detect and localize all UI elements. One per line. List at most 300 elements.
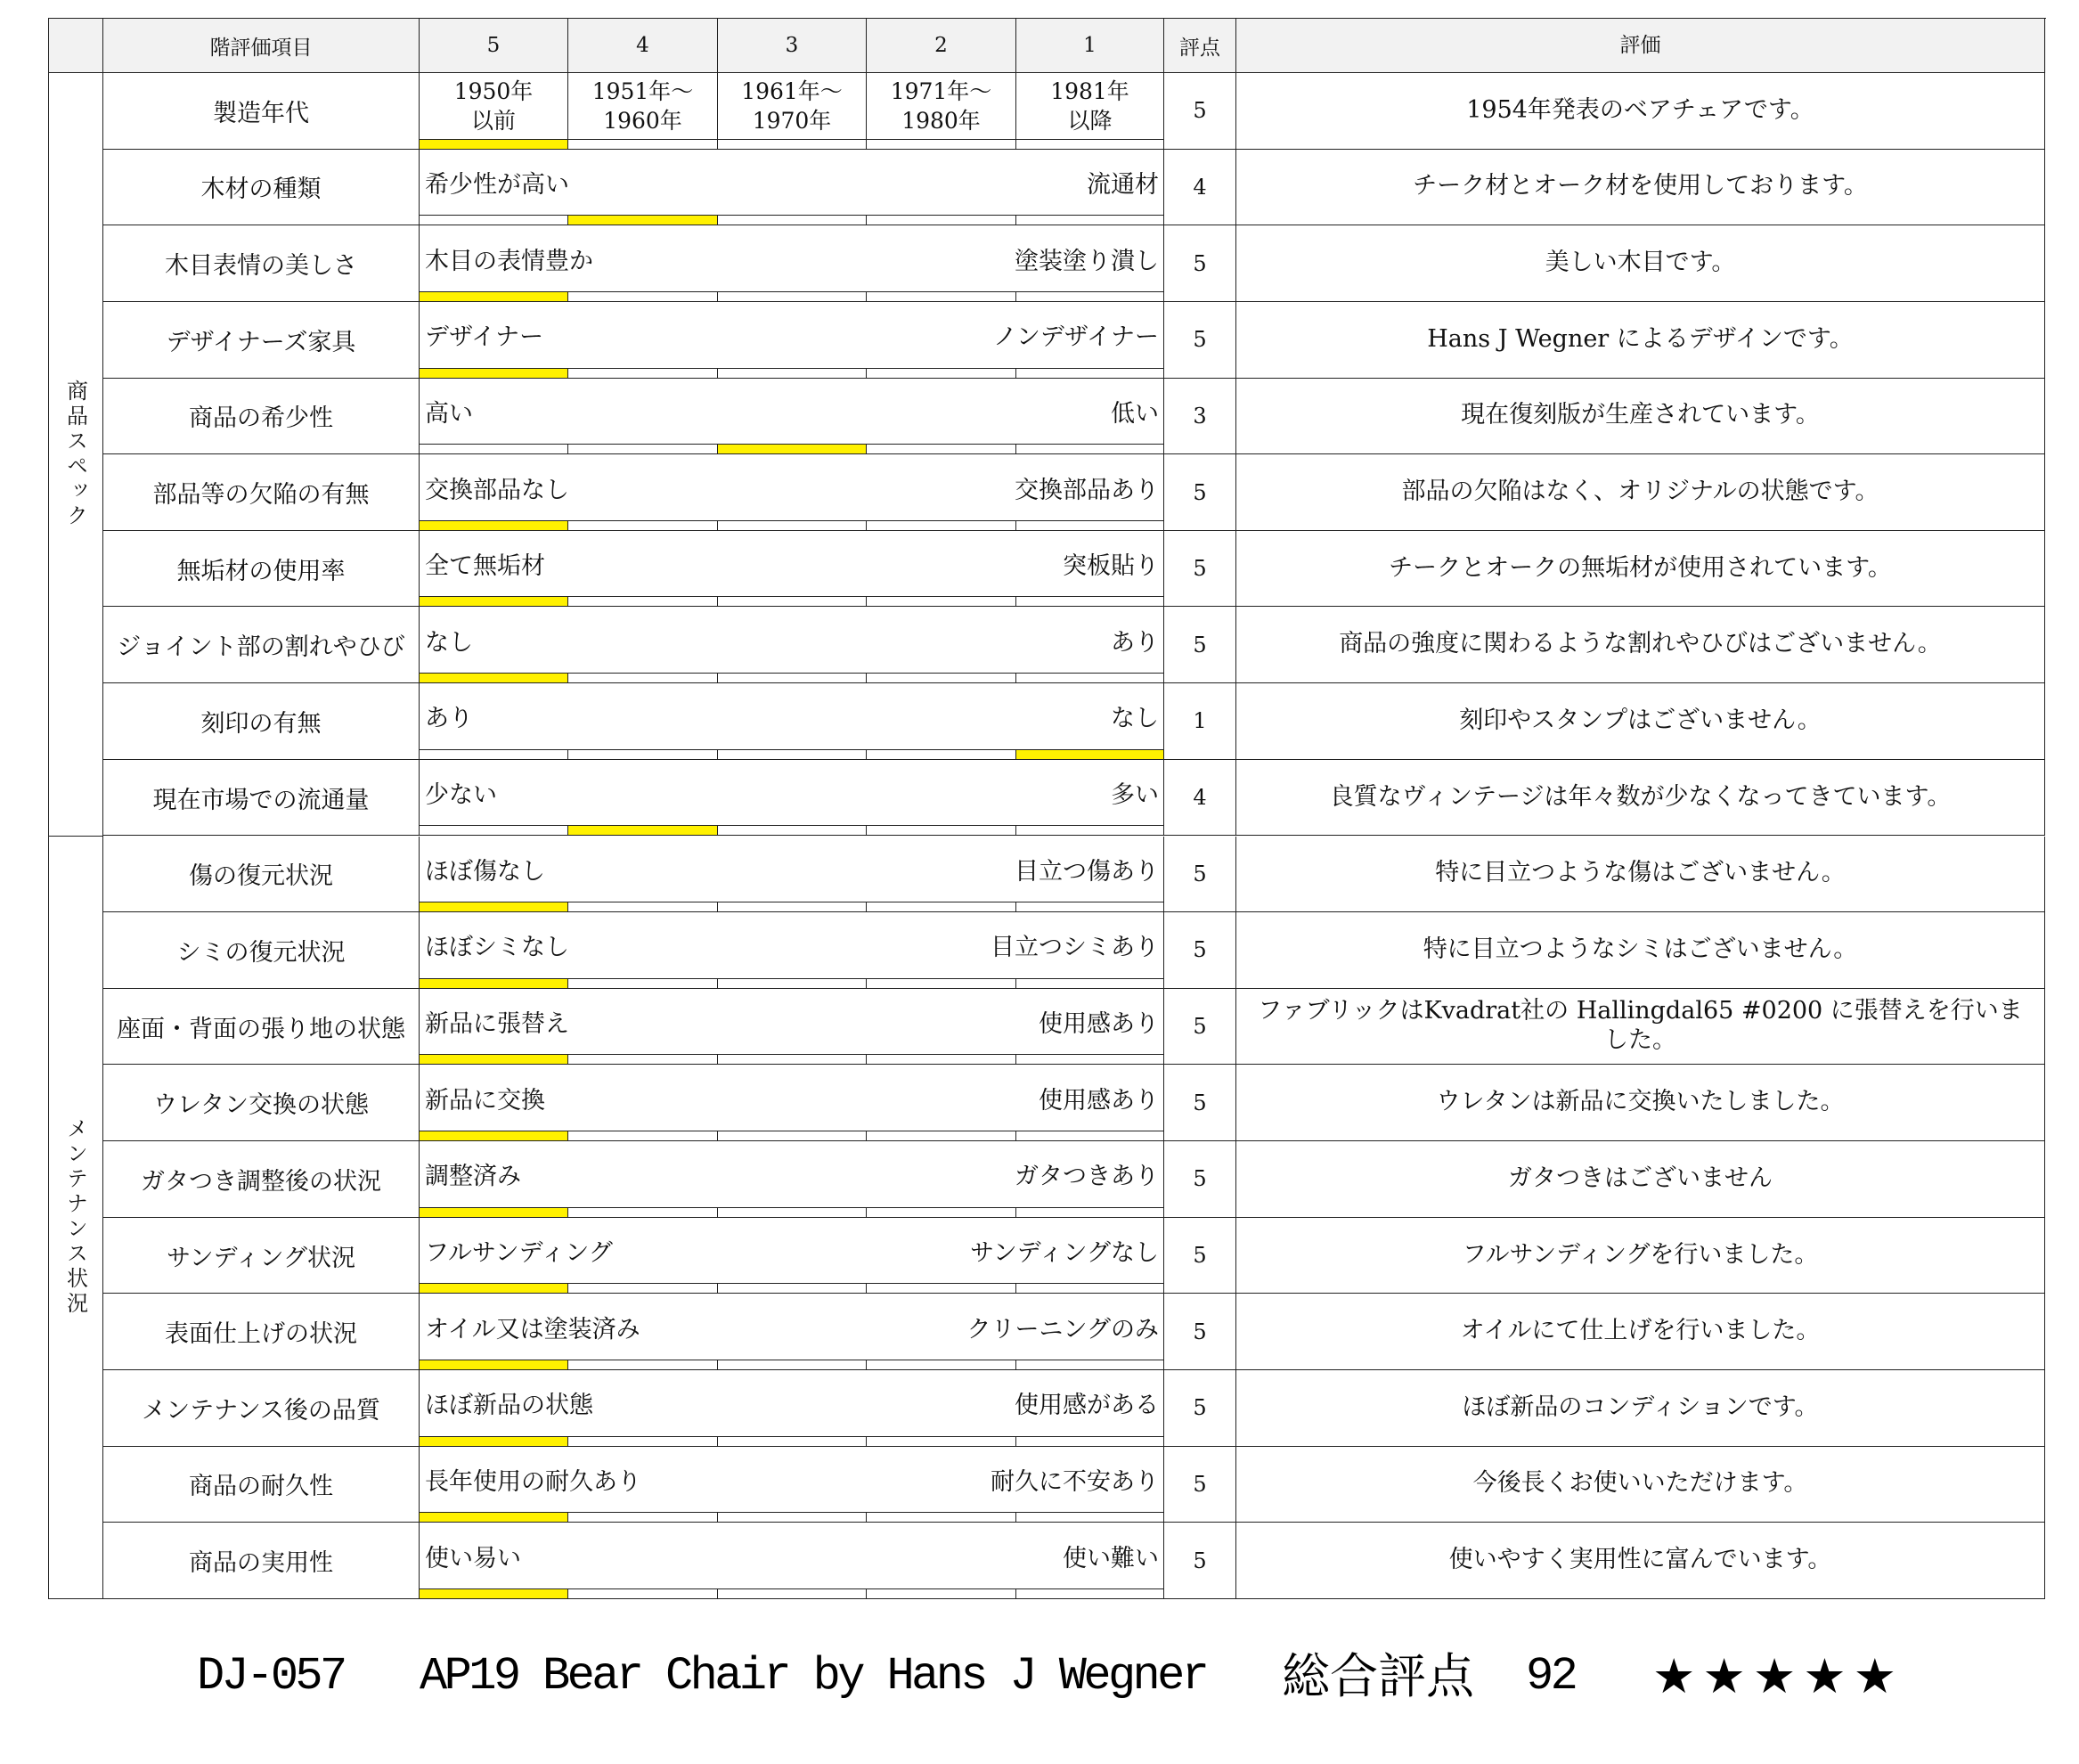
- rating-strip: [420, 596, 1163, 606]
- rating-strip: [420, 1131, 1163, 1140]
- scale-level-label: 1961年～ 1970年: [741, 78, 843, 134]
- rating-strip: [420, 1207, 1163, 1217]
- scale-worst-label: なし: [1111, 705, 1159, 733]
- scale-worst-label: 使用感あり: [1039, 1010, 1159, 1039]
- rating-segment: [1016, 1513, 1163, 1522]
- scale-best-label: 木目の表情豊か: [425, 247, 593, 275]
- rating-segment-filled: [568, 826, 718, 835]
- rating-scale: [420, 912, 1164, 989]
- rating-segment: [568, 597, 718, 606]
- rating-segment: [718, 1589, 867, 1598]
- rating-segment: [420, 826, 568, 835]
- comment-text: ガタつきはございません: [1236, 1141, 2045, 1218]
- evaluation-table: [48, 18, 2046, 1599]
- score-value: 5: [1164, 1065, 1236, 1141]
- rating-segment: [718, 216, 867, 225]
- scale-worst-label: ガタつきあり: [1015, 1163, 1159, 1191]
- rating-scale: [420, 1065, 1164, 1141]
- rating-segment: [867, 445, 1016, 453]
- table-row: [103, 379, 2045, 455]
- item-name: 商品の実用性: [103, 1523, 420, 1599]
- rating-scale: [420, 837, 1164, 913]
- comment-text: 商品の強度に関わるような割れやひびはございません。: [1236, 607, 2045, 683]
- rating-segment: [568, 1208, 718, 1217]
- score-value: 5: [1164, 912, 1236, 989]
- item-name: 商品の耐久性: [103, 1447, 420, 1523]
- scale-worst-label: 使用感がある: [1015, 1392, 1159, 1420]
- rating-scale: [420, 225, 1164, 302]
- rating-segment: [867, 979, 1016, 988]
- table-row: [103, 837, 2045, 913]
- score-value: 5: [1164, 225, 1236, 302]
- table-row: [103, 225, 2045, 302]
- comment-text: 刻印やスタンプはございません。: [1236, 683, 2045, 760]
- rating-segment: [1016, 902, 1163, 911]
- item-name: 商品の希少性: [103, 379, 420, 455]
- item-name: 傷の復元状況: [103, 837, 420, 913]
- rating-scale: [420, 73, 1164, 150]
- scale-worst-label: 使い難い: [1063, 1544, 1159, 1572]
- rating-scale: [420, 302, 1164, 379]
- item-name: 製造年代: [103, 73, 420, 150]
- scale-level-label: 1971年～ 1980年: [890, 78, 992, 134]
- rating-segment: [718, 369, 867, 378]
- comment-text: ウレタンは新品に交換いたしました。: [1236, 1065, 2045, 1141]
- rating-segment: [1016, 216, 1163, 225]
- rating-segment: [718, 292, 867, 301]
- score-value: 5: [1164, 1218, 1236, 1294]
- rating-scale: [420, 454, 1164, 531]
- item-name: 刻印の有無: [103, 683, 420, 760]
- scale-best-label: 調整済み: [425, 1163, 521, 1191]
- header-level-label: 5: [420, 19, 568, 73]
- scale-labels: [420, 150, 1163, 216]
- score-value: 5: [1164, 1370, 1236, 1447]
- rating-strip: [420, 368, 1163, 378]
- rating-scale: [420, 1294, 1164, 1370]
- rating-segment-filled: [420, 1360, 568, 1369]
- scale-level-columns: [420, 73, 1163, 149]
- comment-text: チーク材とオーク材を使用しております。: [1236, 150, 2045, 226]
- rating-segment: [1016, 521, 1163, 530]
- scale-best-label: ほぼ新品の状態: [425, 1392, 593, 1420]
- rating-segment: [718, 750, 867, 759]
- rating-scale: [420, 989, 1164, 1066]
- rating-segment: [867, 292, 1016, 301]
- scale-best-label: デザイナー: [425, 323, 544, 352]
- score-value: 5: [1164, 989, 1236, 1066]
- table-row: [103, 454, 2045, 531]
- rating-segment: [1016, 140, 1163, 149]
- rating-segment-filled: [420, 1208, 568, 1217]
- scale-best-label: なし: [425, 628, 473, 657]
- category-group: [49, 73, 2046, 837]
- table-row: [103, 1447, 2045, 1523]
- rating-segment-filled: [420, 674, 568, 682]
- rating-segment: [718, 979, 867, 988]
- rating-segment: [867, 1589, 1016, 1598]
- category-label: メンテナンス状況: [62, 1117, 88, 1318]
- rating-segment: [867, 597, 1016, 606]
- scale-worst-label: 目立つ傷あり: [1015, 857, 1159, 886]
- table-row: [103, 302, 2045, 379]
- table-row: [103, 150, 2045, 226]
- rating-segment-filled: [420, 1131, 568, 1140]
- rating-segment: [867, 1513, 1016, 1522]
- comment-text: 使いやすく実用性に富んでいます。: [1236, 1523, 2045, 1599]
- category-rows: [103, 73, 2045, 837]
- item-name: デザイナーズ家具: [103, 302, 420, 379]
- scale-worst-label: 交換部品あり: [1015, 476, 1159, 504]
- rating-strip: [420, 1512, 1163, 1522]
- scale-level-column: [420, 73, 568, 149]
- rating-segment: [867, 826, 1016, 835]
- rating-segment: [718, 1055, 867, 1064]
- category-cell: [49, 837, 103, 1600]
- score-value: 5: [1164, 837, 1236, 913]
- comment-text: ほぼ新品のコンディションです。: [1236, 1370, 2045, 1447]
- footer-product-name: AP19 Bear Chair by Hans J Wegner: [420, 1650, 1207, 1703]
- rating-segment: [867, 1284, 1016, 1293]
- scale-worst-label: 低い: [1111, 399, 1159, 428]
- rating-segment: [867, 1131, 1016, 1140]
- rating-segment: [867, 1360, 1016, 1369]
- rating-segment-filled: [1016, 750, 1163, 759]
- header-level-label: 2: [867, 19, 1016, 73]
- rating-segment-filled: [420, 140, 568, 149]
- table-row: [103, 1141, 2045, 1218]
- rating-segment: [568, 1589, 718, 1598]
- rating-segment-filled: [420, 1055, 568, 1064]
- rating-segment: [1016, 1437, 1163, 1446]
- rating-segment: [568, 1131, 718, 1140]
- score-value: 5: [1164, 531, 1236, 608]
- score-value: 5: [1164, 1294, 1236, 1370]
- scale-labels: [420, 607, 1163, 673]
- header-score-label: 評点: [1164, 19, 1236, 73]
- scale-labels: [420, 302, 1163, 368]
- footer-total-score: 92: [1526, 1650, 1576, 1703]
- rating-scale: [420, 1370, 1164, 1447]
- comment-text: 今後長くお使いいただけます。: [1236, 1447, 2045, 1523]
- rating-segment-filled: [420, 1589, 568, 1598]
- scale-worst-label: 流通材: [1087, 170, 1159, 199]
- rating-segment: [718, 1284, 867, 1293]
- scale-worst-label: 耐久に不安あり: [991, 1467, 1159, 1496]
- scale-worst-label: サンディングなし: [970, 1239, 1159, 1268]
- rating-strip: [420, 215, 1163, 225]
- footer-star-rating: ★★★★★: [1652, 1648, 1904, 1704]
- rating-strip: [420, 673, 1163, 682]
- comment-text: チークとオークの無垢材が使用されています。: [1236, 531, 2045, 608]
- rating-strip: [420, 825, 1163, 835]
- comment-text: フルサンディングを行いました。: [1236, 1218, 2045, 1294]
- table-row: [103, 912, 2045, 989]
- table-row: [103, 1370, 2045, 1447]
- rating-segment: [718, 1360, 867, 1369]
- rating-segment-filled: [718, 445, 867, 453]
- rating-strip: [420, 978, 1163, 988]
- rating-segment: [718, 597, 867, 606]
- footer-product-code: DJ-057: [197, 1650, 345, 1703]
- rating-segment: [718, 521, 867, 530]
- rating-segment: [568, 902, 718, 911]
- rating-scale: [420, 1141, 1164, 1218]
- item-name: サンディング状況: [103, 1218, 420, 1294]
- scale-best-label: 高い: [425, 399, 473, 428]
- scale-labels: [420, 454, 1163, 520]
- score-value: 3: [1164, 379, 1236, 455]
- scale-labels: [420, 1523, 1163, 1588]
- table-row: [103, 1523, 2045, 1599]
- scale-best-label: 新品に交換: [425, 1086, 545, 1115]
- scale-level-column: [1016, 73, 1163, 149]
- rating-segment: [420, 750, 568, 759]
- scale-worst-label: 突板貼り: [1063, 552, 1159, 581]
- rating-segment: [718, 826, 867, 835]
- rating-segment: [867, 1437, 1016, 1446]
- table-row: [103, 989, 2045, 1066]
- rating-segment: [568, 140, 718, 149]
- score-value: 5: [1164, 607, 1236, 683]
- rating-strip: [420, 139, 1163, 149]
- table-row: [103, 1065, 2045, 1141]
- rating-segment: [1016, 1131, 1163, 1140]
- rating-segment-filled: [420, 979, 568, 988]
- rating-segment: [1016, 1589, 1163, 1598]
- item-name: メンテナンス後の品質: [103, 1370, 420, 1447]
- item-name: ウレタン交換の状態: [103, 1065, 420, 1141]
- rating-segment: [867, 750, 1016, 759]
- item-name: 現在市場での流通量: [103, 760, 420, 837]
- rating-segment-filled: [420, 597, 568, 606]
- item-name: 部品等の欠陥の有無: [103, 454, 420, 531]
- scale-level-column: [568, 73, 718, 149]
- rating-segment: [1016, 1208, 1163, 1217]
- scale-labels: [420, 1447, 1163, 1513]
- comment-text: 美しい木目です。: [1236, 225, 2045, 302]
- score-value: 5: [1164, 73, 1236, 150]
- rating-segment: [867, 902, 1016, 911]
- score-value: 5: [1164, 1523, 1236, 1599]
- table-row: [103, 531, 2045, 608]
- scale-labels: [420, 225, 1163, 291]
- score-value: 5: [1164, 1447, 1236, 1523]
- rating-segment: [568, 445, 718, 453]
- rating-segment: [718, 140, 867, 149]
- table-row: [103, 607, 2045, 683]
- category-cell: [49, 73, 103, 837]
- rating-scale: [420, 1447, 1164, 1523]
- scale-worst-label: ノンデザイナー: [992, 323, 1159, 352]
- table-row: [103, 760, 2045, 837]
- rating-segment: [568, 1284, 718, 1293]
- rating-strip: [420, 444, 1163, 453]
- rating-segment: [568, 979, 718, 988]
- comment-text: 現在復刻版が生産されています。: [1236, 379, 2045, 455]
- rating-scale: [420, 379, 1164, 455]
- header-comment-label: 評価: [1236, 19, 2045, 73]
- comment-text: 特に目立つような傷はございません。: [1236, 837, 2045, 913]
- rating-segment: [568, 1360, 718, 1369]
- scale-labels: [420, 912, 1163, 978]
- rating-segment-filled: [420, 1513, 568, 1522]
- rating-scale: [420, 683, 1164, 760]
- rating-segment: [867, 521, 1016, 530]
- rating-strip: [420, 1360, 1163, 1369]
- scale-level-label: 1951年～ 1960年: [591, 78, 694, 134]
- rating-segment-filled: [420, 1284, 568, 1293]
- scale-level-label: 1950年 以前: [453, 78, 534, 134]
- rating-segment: [867, 369, 1016, 378]
- category-group: [49, 837, 2046, 1600]
- scale-worst-label: あり: [1111, 628, 1159, 657]
- item-name: 表面仕上げの状況: [103, 1294, 420, 1370]
- scale-labels: [420, 1141, 1163, 1207]
- rating-segment-filled: [420, 902, 568, 911]
- rating-segment-filled: [420, 1437, 568, 1446]
- scale-labels: [420, 1370, 1163, 1436]
- rating-strip: [420, 291, 1163, 301]
- scale-labels: [420, 1218, 1163, 1284]
- rating-segment-filled: [420, 521, 568, 530]
- table-row: [103, 683, 2045, 760]
- comment-text: ファブリックはKvadrat社の Hallingdal65 #0200 に張替えを行いました。: [1236, 989, 2045, 1066]
- table-row: [103, 1218, 2045, 1294]
- rating-scale: [420, 1523, 1164, 1599]
- scale-best-label: 少ない: [425, 781, 497, 810]
- scale-labels: [420, 683, 1163, 749]
- rating-segment: [867, 216, 1016, 225]
- rating-strip: [420, 1436, 1163, 1446]
- rating-segment: [568, 750, 718, 759]
- item-name: ジョイント部の割れやひび: [103, 607, 420, 683]
- scale-worst-label: 塗装塗り潰し: [1015, 247, 1159, 275]
- scale-labels: [420, 760, 1163, 826]
- scale-labels: [420, 379, 1163, 445]
- rating-segment: [718, 674, 867, 682]
- rating-segment: [718, 1208, 867, 1217]
- header-level-label: 3: [718, 19, 867, 73]
- rating-segment: [568, 521, 718, 530]
- scale-best-label: あり: [425, 705, 473, 733]
- rating-segment: [1016, 597, 1163, 606]
- comment-text: 1954年発表のベアチェアです。: [1236, 73, 2045, 150]
- scale-best-label: ほぼシミなし: [425, 934, 569, 962]
- rating-segment: [718, 902, 867, 911]
- item-name: 座面・背面の張り地の状態: [103, 989, 420, 1066]
- scale-best-label: ほぼ傷なし: [425, 857, 545, 886]
- scale-labels: [420, 989, 1163, 1055]
- rating-segment: [867, 140, 1016, 149]
- scale-worst-label: クリーニングのみ: [966, 1315, 1159, 1343]
- comment-text: Hans J Wegner によるデザインです。: [1236, 302, 2045, 379]
- comment-text: 特に目立つようなシミはございません。: [1236, 912, 2045, 989]
- rating-segment-filled: [420, 369, 568, 378]
- score-value: 5: [1164, 454, 1236, 531]
- rating-segment: [1016, 1284, 1163, 1293]
- rating-segment: [1016, 1360, 1163, 1369]
- rating-strip: [420, 520, 1163, 530]
- comment-text: 部品の欠陥はなく、オリジナルの状態です。: [1236, 454, 2045, 531]
- score-value: 5: [1164, 1141, 1236, 1218]
- scale-best-label: 全て無垢材: [425, 552, 545, 581]
- scale-best-label: 希少性が高い: [425, 170, 569, 199]
- rating-segment: [420, 216, 568, 225]
- rating-segment: [568, 292, 718, 301]
- rating-segment: [1016, 445, 1163, 453]
- header-item-label: 階評価項目: [103, 19, 420, 73]
- rating-strip: [420, 1588, 1163, 1598]
- comment-text: 良質なヴィンテージは年々数が少なくなってきています。: [1236, 760, 2045, 837]
- scale-best-label: 使い易い: [425, 1544, 521, 1572]
- rating-strip: [420, 749, 1163, 759]
- table-row: [103, 73, 2045, 150]
- scale-labels: [420, 531, 1163, 597]
- rating-segment: [568, 1513, 718, 1522]
- scale-labels: [420, 1294, 1163, 1360]
- rating-segment: [867, 674, 1016, 682]
- score-value: 4: [1164, 150, 1236, 226]
- rating-segment: [1016, 979, 1163, 988]
- item-name: 木目表情の美しさ: [103, 225, 420, 302]
- item-name: シミの復元状況: [103, 912, 420, 989]
- item-name: 無垢材の使用率: [103, 531, 420, 608]
- score-value: 5: [1164, 302, 1236, 379]
- scale-worst-label: 使用感あり: [1039, 1086, 1159, 1115]
- scale-level-column: [867, 73, 1016, 149]
- scale-best-label: 交換部品なし: [425, 476, 569, 504]
- rating-segment: [568, 369, 718, 378]
- scale-best-label: 長年使用の耐久あり: [425, 1467, 641, 1496]
- scale-level-column: [718, 73, 867, 149]
- scale-best-label: 新品に張替え: [425, 1010, 569, 1039]
- rating-segment: [1016, 292, 1163, 301]
- table-row: [103, 1294, 2045, 1370]
- rating-scale: [420, 150, 1164, 226]
- table-header-row: [49, 19, 2046, 73]
- rating-segment: [1016, 826, 1163, 835]
- rating-scale: [420, 607, 1164, 683]
- rating-strip: [420, 1054, 1163, 1064]
- comment-text: オイルにて仕上げを行いました。: [1236, 1294, 2045, 1370]
- rating-scale: [420, 1218, 1164, 1294]
- score-value: 4: [1164, 760, 1236, 837]
- rating-segment: [568, 674, 718, 682]
- rating-scale: [420, 760, 1164, 837]
- footer-total-label: 総合評点: [1282, 1648, 1474, 1704]
- rating-segment: [718, 1513, 867, 1522]
- score-value: 1: [1164, 683, 1236, 760]
- scale-best-label: フルサンディング: [425, 1239, 613, 1268]
- category-rows: [103, 837, 2045, 1600]
- scale-worst-label: 多い: [1111, 781, 1159, 810]
- category-label: 商品スペック: [62, 379, 88, 529]
- header-corner-cell: [49, 19, 103, 73]
- scale-labels: [420, 1065, 1163, 1131]
- header-level-label: 1: [1016, 19, 1164, 73]
- scale-level-label: 1981年 以降: [1050, 78, 1129, 134]
- rating-segment-filled: [420, 292, 568, 301]
- header-level-label: 4: [568, 19, 718, 73]
- scale-worst-label: 目立つシミあり: [991, 934, 1159, 962]
- rating-segment: [420, 445, 568, 453]
- rating-segment-filled: [568, 216, 718, 225]
- rating-segment: [867, 1055, 1016, 1064]
- rating-segment: [718, 1437, 867, 1446]
- scale-best-label: オイル又は塗装済み: [425, 1315, 640, 1343]
- rating-strip: [420, 902, 1163, 911]
